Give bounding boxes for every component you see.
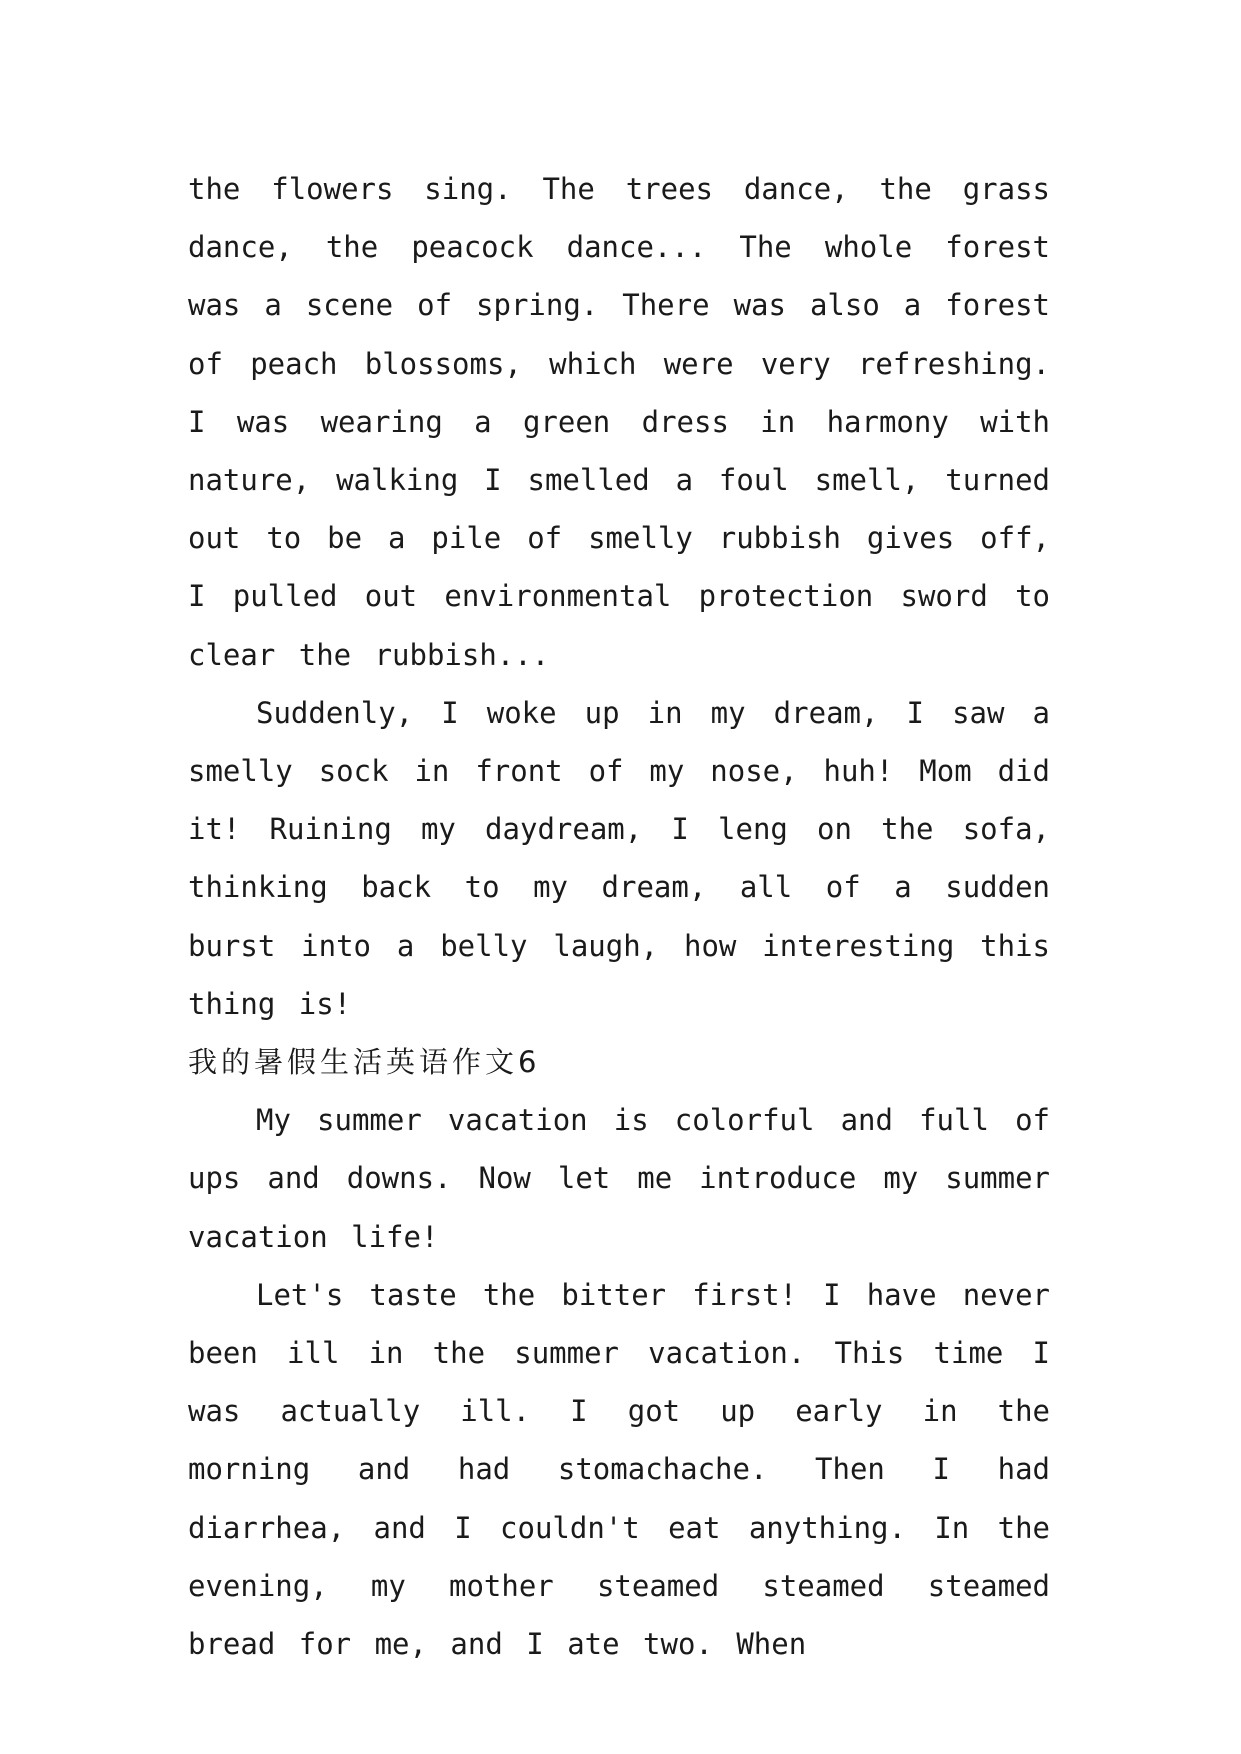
section-heading: 我的暑假生活英语作文6 [188,1045,541,1080]
paragraph-bitter-first: Let's taste the bitter first! I have never been ill in the summer vacation. This time I was actually ill. I got up early in the morning and had stomachache. Then I had diarrhea, and I couldn't eat anything. In the evening, my mother steamed steamed steamed bread for me, and I ate two. When [188,1277,1050,1662]
paragraph-forest-scene: the flowers sing. The trees dance, the grass dance, the peacock dance... The whole forest was a scene of spring. There was also a forest of peach blossoms, which were very refreshing. I was wearing a green dress in harmony with nature, walking I smelled a foul smell, turned out to be a pile of smelly rubbish gives off, I pulled out environmental protection sword to clear the rubbish... [188,172,1050,672]
paragraph-woke-up: Suddenly, I woke up in my dream, I saw a smelly sock in front of my nose, huh! Mom did it! Ruining my daydream, I leng on the sofa, thinking back to my dream, all of a sudden burst into a belly laugh, how interesting this thing is! [188,695,1050,1021]
paragraph-summer-intro: My summer vacation is colorful and full of ups and downs. Now let me introduce my summer vacation life! [188,1103,1050,1254]
document-body [188,160,1050,1673]
